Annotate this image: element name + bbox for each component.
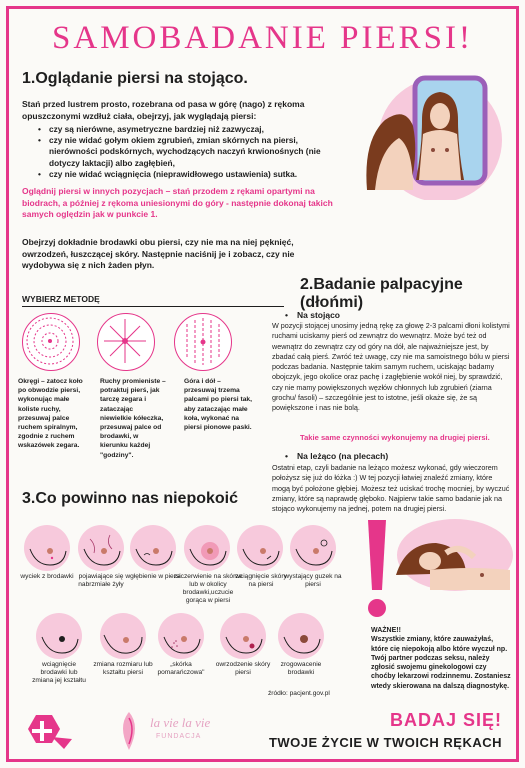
breast-ulcer-icon [220, 613, 266, 659]
warning-title: WAŻNE!! [371, 627, 401, 634]
section3-heading: 3.Co powinno nas niepokoić [22, 490, 239, 507]
section1-intro: Stań przed lustrem prosto, rozebrana od pasa w górę (nago) z rękoma opuszczonymi wzdłuż ciała, obejrzyj, jak wyglądają piersi: [22, 99, 305, 121]
breast-redness-icon [184, 525, 230, 571]
breast-discharge-icon [24, 525, 70, 571]
symptom-label: wystający guzek na piersi [284, 573, 342, 588]
section2-heading: 2.Badanie palpacyjne (dłońmi) [300, 276, 463, 311]
symptom-label: pojawiające się nabrzmiałe żyły [78, 573, 124, 588]
bullet-item: • czy są nierówne, asymetryczne bardziej niż zazwyczaj, [38, 124, 328, 135]
method-circles-icon [22, 313, 80, 371]
bullet-item: • czy nie widać wciągnięcia (nieprawidłowego ustawienia) sutka. [38, 169, 328, 180]
woman-mirror-illustration [345, 70, 517, 200]
warning-text: Wszystkie zmiany, które zauważyłaś, które cię niepokoją albo które wyczuł np. Twój partner podczas seksu, należy zgłosić swojemu ginekologowi czy choćby lekarzowi rodzinnemu. Zostaniesz wtedy skierowana na dalszą diagnostykę. [371, 636, 511, 690]
lying-text: Ostatni etap, czyli badanie na leżąco możesz wykonać, gdy wieczorem położysz się już do łóżka :) W tej pozycji łatwiej znaleźć zmiany, które mogą być położone głębiej. Możesz też uciskać trochę mocniej, by wyczuć zmiany, które są naprawdę głęboko. Najpierw takie samo badanie jak na stojąco wykonujemy na jednej, potem na drugiej piersi. [272, 463, 510, 514]
exclamation-icon [365, 520, 389, 620]
slogan-text: TWOJE ŻYCIE W TWOICH RĘKACH [268, 735, 502, 750]
method-radial-text: Ruchy promieniste – potraktuj pierś, jak tarczę zegara i zataczając niewielkie kółeczka, przesuwaj palce od brodawki, w kierunku każdej "godziny". [100, 378, 166, 459]
section1-outro: Obejrzyj dokładnie brodawki obu piersi, czy nie ma na niej pęknięć, owrzodzeń, łuszczącej skóry. Następnie naciśnij je i zobacz, czy nie wydobywa się z nich żaden płyn. [22, 237, 295, 270]
section1-pink-note: Oglądnij piersi w innych pozycjach – stań przodem z rękami opartymi na biodrach, a później z rękoma uniesionymi do góry - następnie dokonaj takich samych oględzin jak w punkcie 1. [22, 186, 333, 219]
warning-box [371, 626, 511, 691]
lavie-lavie-logo [112, 708, 146, 752]
breast-lump-icon [290, 525, 336, 571]
symptom-label: wgłębienie w piersi [125, 573, 181, 580]
same-note: Takie same czynności wykonujemy na drugiej piersi. [300, 433, 490, 442]
method-circles-text: Okręgi – zatocz koło po obwodzie piersi, wykonując małe koliste ruchy, przesuwaj palce ruchem spiralnym, zgodnie z ruchem wskazówek zegara. [18, 378, 83, 450]
standing-text: W pozycji stojącej unosimy jedną rękę za głowę 2-3 palcami dłoni kolistymi ruchami uciskamy pierś od zewnątrz do wewnątrz. Może być też od wewnątrz do zewnątrz czy od góry na dół, ale najważniejsze jest, by zbadać całą pierś. Zwróć też uwagę, czy nie ma samoistnego bólu w piersi podczas badania. Następnie takim samym ruchem, uciskając badamy obojczyk, jego okolice oraz pachę i zagłębienie wokół niej, by sprawdzić, czy nie mamy powiększonych węzłów chłonnych lub zgrubień (ziarna grochu/ fasoli) – szczególnie jest to istotne, jeśli okaże się, że są powiększone i nas nie bolą. [272, 321, 510, 413]
bullet-dot: • [285, 310, 288, 320]
lying-title: Na leżąco (na plecach) [297, 451, 389, 461]
section1-bullets [38, 124, 328, 180]
symptom-label: owrzodzenie skóry piersi [215, 661, 271, 676]
lying-woman-illustration [390, 515, 515, 615]
breast-nipple-keratosis-icon [278, 613, 324, 659]
breast-size-change-icon [100, 613, 146, 659]
symptom-label: zmiana rozmiaru lub kształtu piersi [93, 661, 153, 676]
section1-heading: 1.Oglądanie piersi na stojąco. [22, 70, 248, 87]
cta-text: BADAJ SIĘ! [389, 710, 502, 730]
symptom-label: wyciek z brodawki [20, 573, 74, 580]
methods-divider [22, 306, 284, 307]
page-title: SAMOBADANIE PIERSI! [52, 20, 473, 56]
breast-orange-peel-icon [158, 613, 204, 659]
symptom-label: „skórka pomarańczowa" [157, 661, 205, 676]
breast-dimple-icon [130, 525, 176, 571]
source-note: źródło: pacjent.gov.pl [268, 690, 330, 697]
breast-nipple-retraction-icon [36, 613, 82, 659]
symptom-label: wciągnięcie brodawki lub zmiana jej kształtu [32, 661, 86, 684]
symptom-label: zrogowacenie brodawki [280, 661, 322, 676]
method-updown-text: Góra i dół – przesuwaj trzema palcami po piersi tak, aby zataczając małe koła, wykonać na piersi pionowe paski. [184, 378, 253, 432]
symptom-label: zaczerwienie na skórze lub w okolicy brodawki,uczucie gorąca w piersi [173, 573, 243, 604]
method-radial-icon [97, 313, 155, 371]
foundation-cross-logo [22, 711, 74, 755]
bullet-dot: • [285, 451, 288, 461]
breast-veins-icon [78, 525, 124, 571]
logo-text: la vie la vie [150, 715, 211, 730]
symptom-label: wciągnięcie skóry na piersi [235, 573, 287, 588]
method-updown-icon [174, 313, 232, 371]
logo-sub: FUNDACJA [156, 733, 202, 740]
methods-heading: WYBIERZ METODĘ [22, 294, 100, 304]
bullet-item: • czy nie widać gołym okiem zgrubień, zmian skórnych na piersi, nierówności podskórnych, wychodzących naczyń krwionośnych (nie dotyczy laktacji) albo zagłębień, [38, 135, 328, 169]
standing-title: Na stojąco [297, 310, 340, 320]
breast-skin-retraction-icon [237, 525, 283, 571]
